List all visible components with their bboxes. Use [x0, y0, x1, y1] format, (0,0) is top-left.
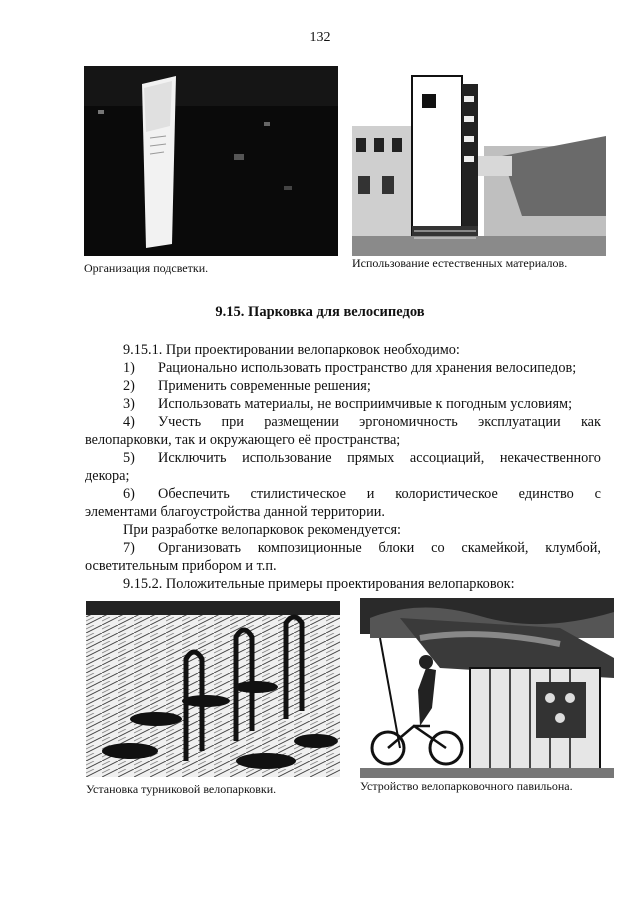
recommend-text: При разработке велопарковок рекомендуется:	[123, 522, 401, 538]
word: как	[580, 414, 601, 430]
word: клумбой,	[545, 540, 601, 556]
word: Исключить	[158, 450, 227, 466]
section-title: 9.15. Парковка для велосипедов	[215, 304, 425, 320]
word: колористическое	[395, 486, 498, 502]
caption-natural-materials: Использование естественных материалов.	[352, 256, 568, 270]
item-number: 3)	[123, 396, 135, 412]
word: стилистическое	[250, 486, 346, 502]
photo-bike-racks	[86, 601, 340, 777]
page-number: 132	[309, 30, 331, 45]
item-number: 7)	[123, 540, 135, 556]
word: эргономичность	[359, 414, 458, 430]
paragraph-9-15-2: 9.15.2. Положительные примеры проектирования велопарковок:	[123, 576, 515, 592]
list-item: Использовать материалы, не восприимчивые к погодным условиям;	[158, 396, 573, 412]
word: прямых	[347, 450, 395, 466]
list-item: Рационально использовать пространство для хранения велосипедов;	[158, 360, 577, 376]
list-item-continuation: велопарковки, так и окружающего её пространства;	[85, 432, 401, 448]
list-item-continuation: осветительным прибором и т.п.	[85, 558, 277, 574]
item-number: 2)	[123, 378, 135, 394]
word: блоки	[378, 540, 415, 556]
word: некачественного	[499, 450, 601, 466]
word: Учесть	[158, 414, 202, 430]
word: эксплуатации	[478, 414, 561, 430]
item-number: 4)	[123, 414, 135, 430]
word: скамейкой,	[461, 540, 529, 556]
word: использование	[242, 450, 332, 466]
word: единство	[518, 486, 574, 502]
list-item: Применить современные решения;	[158, 378, 371, 394]
item-number: 1)	[123, 360, 135, 376]
item-number: 5)	[123, 450, 135, 466]
list-item-continuation: элементами благоустройства данной территории.	[85, 504, 385, 520]
photo-natural-materials	[352, 66, 606, 256]
caption-illumination: Организация подсветки.	[84, 261, 209, 275]
caption-bike-racks: Установка турниковой велопарковки.	[86, 782, 277, 796]
word: Организовать	[158, 540, 242, 556]
list-item	[158, 449, 601, 467]
list-item	[158, 485, 601, 503]
word: ассоциаций,	[409, 450, 485, 466]
photo-illumination	[84, 66, 338, 256]
word: и	[366, 486, 375, 502]
list-item	[158, 539, 601, 557]
list-item-continuation: декора;	[85, 468, 130, 484]
word: композиционные	[257, 540, 362, 556]
caption-bike-pavilion: Устройство велопарковочного павильона.	[360, 779, 573, 793]
paragraph-9-15-1: 9.15.1. При проектировании велопарковок необходимо:	[123, 342, 460, 358]
word: размещении	[264, 414, 339, 430]
list-item	[158, 413, 601, 431]
word: при	[221, 414, 244, 430]
word: со	[431, 540, 445, 556]
photo-bike-pavilion	[360, 598, 614, 778]
word: Обеспечить	[158, 486, 230, 502]
item-number: 6)	[123, 486, 135, 502]
word: с	[594, 486, 601, 502]
